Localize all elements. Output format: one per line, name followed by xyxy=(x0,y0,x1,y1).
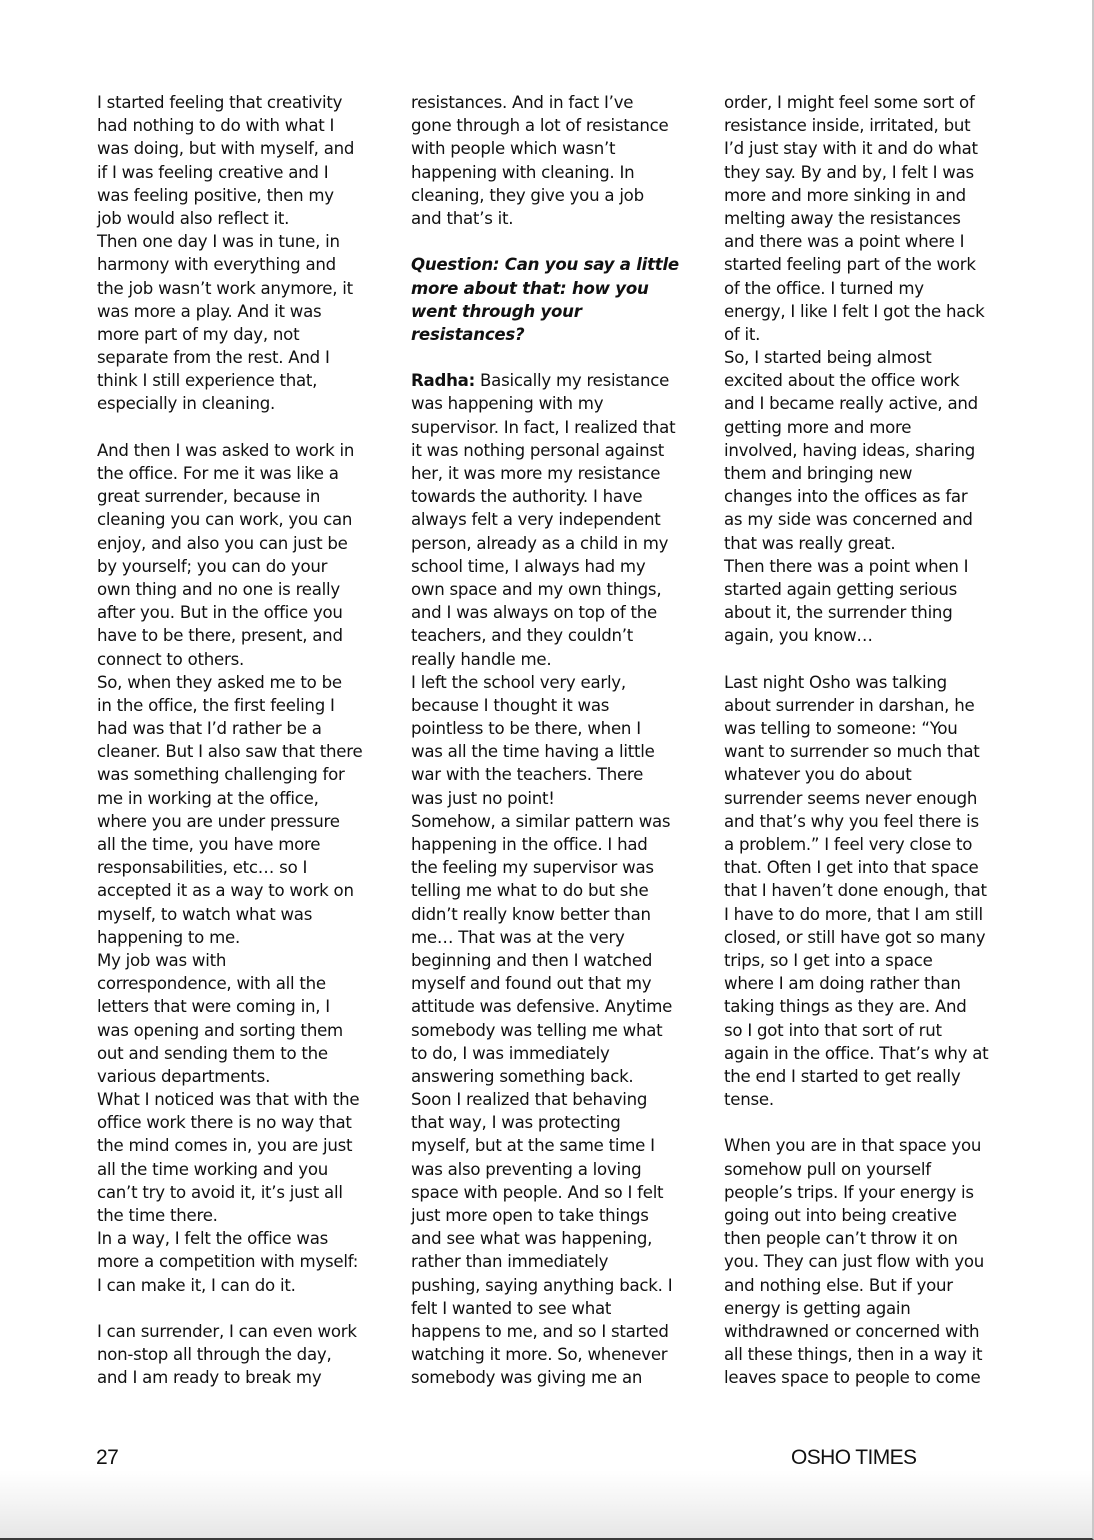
text-line: have to be there, present, and xyxy=(97,626,343,646)
text-line: about it, the surrender thing xyxy=(724,603,953,623)
text-line: order, I might feel some sort of xyxy=(724,93,975,112)
text-line: trips, so I get into a space xyxy=(724,950,933,970)
text-column-1 xyxy=(97,91,362,1390)
text-line: In a way, I felt the office was xyxy=(97,1229,329,1249)
text-line: When you are in that space you xyxy=(724,1136,982,1156)
text-line: started again getting serious xyxy=(724,579,957,599)
text-line: Somehow, a similar pattern was xyxy=(411,811,671,831)
text-line: of it. xyxy=(724,324,761,344)
text-line: in the office, the first feeling I xyxy=(97,695,335,715)
text-line: excited about the office work xyxy=(724,371,960,391)
text-line: after you. But in the office you xyxy=(97,603,343,623)
text-line: they say. By and by, I felt I was xyxy=(724,162,974,182)
text-line: And then I was asked to work in xyxy=(97,440,355,460)
text-line: me in working at the office, xyxy=(97,788,319,808)
text-line: somebody was giving me an xyxy=(411,1368,643,1388)
text-line: the feeling my supervisor was xyxy=(411,858,654,878)
text-line: harmony with everything and xyxy=(97,255,336,275)
text-line: you. They can just flow with you xyxy=(724,1252,985,1272)
text-line: office work there is no way that xyxy=(97,1113,352,1133)
text-line: and that’s why you feel there is xyxy=(724,811,979,831)
text-line: myself, but at the same time I xyxy=(411,1136,655,1156)
text-line: great surrender, because in xyxy=(97,487,321,507)
paragraph-spacer xyxy=(97,416,362,439)
text-line: energy, I like I felt I got the hack xyxy=(724,301,985,321)
text-line: I left the school very early, xyxy=(411,672,626,692)
text-line: resistances. And in fact I’ve xyxy=(411,93,634,112)
publication-name: OSHO TIMES xyxy=(791,1446,917,1469)
text-line: was something challenging for xyxy=(97,765,345,785)
text-line: space with people. And so I felt xyxy=(411,1182,664,1202)
text-line: rather than immediately xyxy=(411,1252,609,1272)
text-line: correspondence, with all the xyxy=(97,974,326,994)
text-line: closed, or still have got so many xyxy=(724,927,986,947)
text-line: was also preventing a loving xyxy=(411,1159,642,1179)
interview-answer xyxy=(411,392,679,1389)
text-line: separate from the rest. And I xyxy=(97,348,330,368)
text-line: job would also reflect it. xyxy=(97,208,290,228)
text-line: want to surrender so much that xyxy=(724,742,980,762)
text-line: started feeling part of the work xyxy=(724,255,976,275)
text-line: was doing, but with myself, and xyxy=(97,139,355,159)
text-line: again, you know… xyxy=(724,626,873,646)
text-line: happening to me. xyxy=(97,927,240,947)
text-line: more a competition with myself: xyxy=(97,1252,359,1272)
text-line: getting more and more xyxy=(724,417,912,437)
text-line: various departments. xyxy=(97,1066,271,1086)
text-line: had was that I’d rather be a xyxy=(97,719,322,739)
text-line: So, I started being almost xyxy=(724,348,932,368)
text-line: I have to do more, that I am still xyxy=(724,904,983,924)
text-line: connect to others. xyxy=(97,649,244,669)
text-line: it was nothing personal against xyxy=(411,440,665,460)
text-line: leaves space to people to come xyxy=(724,1368,981,1388)
text-line: and I became really active, and xyxy=(724,394,978,414)
text-line: can’t try to avoid it, it’s just all xyxy=(97,1182,343,1202)
text-line: cleaner. But I also saw that there xyxy=(97,742,363,762)
text-line: if I was feeling creative and I xyxy=(97,162,329,182)
text-line: own space and my own things, xyxy=(411,579,662,599)
text-line: happening in the office. I had xyxy=(411,835,648,854)
interview-question xyxy=(411,253,679,346)
paragraph-group xyxy=(411,91,679,253)
text-line: and see what was happening, xyxy=(411,1229,653,1249)
speaker-name: Radha: xyxy=(411,371,475,391)
text-line: that way, I was protecting xyxy=(411,1113,621,1133)
text-line: with people which wasn’t xyxy=(411,139,616,159)
text-line: telling me what to do but she xyxy=(411,881,649,901)
text-line: just more open to take things xyxy=(411,1206,649,1225)
text-line: Soon I realized that behaving xyxy=(411,1090,648,1110)
text-line: Then one day I was in tune, in xyxy=(97,232,340,252)
text-line: was happening with my xyxy=(411,394,604,414)
text-line: tense. xyxy=(724,1090,774,1110)
text-line: the end I started to get really xyxy=(724,1066,961,1086)
text-line: I can make it, I can do it. xyxy=(97,1275,296,1295)
text-line: her, it was more my resistance xyxy=(411,464,661,483)
paragraph-spacer xyxy=(724,1111,988,1134)
text-line: by yourself; you can do your xyxy=(97,556,328,576)
text-line: was just no point! xyxy=(411,788,555,808)
text-line: pointless to be there, when I xyxy=(411,719,641,739)
paragraph-spacer xyxy=(411,346,679,369)
text-line: I started feeling that creativity xyxy=(97,93,343,112)
text-line: My job was with xyxy=(97,950,227,970)
text-line: again in the office. That’s why at xyxy=(724,1043,989,1063)
text-line: all these things, then in a way it xyxy=(724,1345,983,1365)
text-line: a problem.” I feel very close to xyxy=(724,835,973,854)
text-line: whatever you do about xyxy=(724,765,912,785)
text-line: went through your xyxy=(411,301,582,321)
text-line: enjoy, and also you can just be xyxy=(97,533,348,553)
text-line: really handle me. xyxy=(411,649,552,669)
text-line: the mind comes in, you are just xyxy=(97,1136,353,1156)
text-line: myself, to watch what was xyxy=(97,904,313,924)
text-line: So, when they asked me to be xyxy=(97,672,342,692)
text-line: pushing, saying anything back. I xyxy=(411,1275,673,1295)
text-line: resistances? xyxy=(411,324,525,344)
paragraph-spacer xyxy=(97,1297,362,1320)
text-line: and there was a point where I xyxy=(724,232,965,252)
text-line: I’d just stay with it and do what xyxy=(724,139,978,159)
text-line: that was really great. xyxy=(724,533,896,553)
page-number: 27 xyxy=(96,1446,119,1469)
text-line: watching it more. So, whenever xyxy=(411,1345,668,1365)
text-line: melting away the resistances xyxy=(724,208,961,228)
text-line: supervisor. In fact, I realized that xyxy=(411,417,676,437)
text-line: Last night Osho was talking xyxy=(724,672,947,692)
answer-text: Basically my resistance xyxy=(475,371,670,391)
text-line: own thing and no one is really xyxy=(97,579,340,599)
text-line: school time, I always had my xyxy=(411,556,646,576)
text-line: withdrawned or concerned with xyxy=(724,1321,980,1341)
text-line: responsabilities, etc… so I xyxy=(97,858,308,878)
text-line: beginning and then I watched xyxy=(411,950,653,970)
text-line: more part of my day, not xyxy=(97,324,300,344)
text-line: teachers, and they couldn’t xyxy=(411,626,634,646)
text-line: Then there was a point when I xyxy=(724,556,969,576)
text-line: think I still experience that, xyxy=(97,371,318,391)
text-line: and that’s it. xyxy=(411,208,514,228)
text-line: them and bringing new xyxy=(724,464,913,483)
text-line: Question: Can you say a little xyxy=(411,255,679,275)
text-line: cleaning, they give you a job xyxy=(411,185,644,205)
text-line: had nothing to do with what I xyxy=(97,116,335,136)
text-line: and nothing else. But if your xyxy=(724,1275,953,1295)
text-line: cleaning you can work, you can xyxy=(97,510,353,530)
text-line: of the office. I turned my xyxy=(724,278,924,298)
text-line: going out into being creative xyxy=(724,1206,957,1225)
text-line: non-stop all through the day, xyxy=(97,1345,332,1365)
text-line: myself and found out that my xyxy=(411,974,652,994)
text-line: was all the time having a little xyxy=(411,742,655,762)
text-line: me… That was at the very xyxy=(411,927,625,947)
text-line: was telling to someone: “You xyxy=(724,719,958,739)
text-line: answering something back. xyxy=(411,1066,634,1086)
text-line: the time there. xyxy=(97,1206,218,1225)
text-line: always felt a very independent xyxy=(411,510,661,530)
text-line: more about that: how you xyxy=(411,278,649,298)
text-line: that. Often I get into that space xyxy=(724,858,979,878)
text-line: and I was always on top of the xyxy=(411,603,657,623)
text-line: out and sending them to the xyxy=(97,1043,328,1063)
text-line: then people can’t throw it on xyxy=(724,1229,958,1249)
text-column-2 xyxy=(411,91,679,1390)
text-line: didn’t really know better than xyxy=(411,904,651,924)
text-line: because I thought it was xyxy=(411,695,610,715)
text-line: that I haven’t done enough, that xyxy=(724,881,987,901)
text-line: more and more sinking in and xyxy=(724,185,966,205)
text-line: was opening and sorting them xyxy=(97,1020,343,1040)
text-line: letters that were coming in, I xyxy=(97,997,330,1017)
text-line: accepted it as a way to work on xyxy=(97,881,354,901)
text-line: changes into the offices as far xyxy=(724,487,968,507)
text-line: war with the teachers. There xyxy=(411,765,644,785)
text-column-3 xyxy=(724,91,988,1390)
text-line: involved, having ideas, sharing xyxy=(724,440,976,460)
text-line: to do, I was immediately xyxy=(411,1043,610,1063)
text-line: people’s trips. If your energy is xyxy=(724,1182,974,1202)
text-line: person, already as a child in my xyxy=(411,533,669,553)
text-line: towards the authority. I have xyxy=(411,487,643,507)
text-line: as my side was concerned and xyxy=(724,510,973,530)
text-line: and I am ready to break my xyxy=(97,1368,322,1388)
text-line: was feeling positive, then my xyxy=(97,185,334,205)
text-line: attitude was defensive. Anytime xyxy=(411,997,673,1017)
text-line: surrender seems never enough xyxy=(724,788,978,808)
text-line: the office. For me it was like a xyxy=(97,464,339,483)
text-line: gone through a lot of resistance xyxy=(411,116,669,136)
text-line: especially in cleaning. xyxy=(97,394,276,414)
text-line: where I am doing rather than xyxy=(724,974,961,994)
text-line: felt I wanted to see what xyxy=(411,1298,612,1318)
text-line: happening with cleaning. In xyxy=(411,162,635,182)
answer-first-line xyxy=(411,369,679,392)
text-line: somebody was telling me what xyxy=(411,1020,663,1040)
text-line: happens to me, and so I started xyxy=(411,1321,669,1341)
text-line: resistance inside, irritated, but xyxy=(724,116,971,136)
text-line: the job wasn’t work anymore, it xyxy=(97,278,353,298)
text-line: all the time working and you xyxy=(97,1159,329,1179)
text-line: I can surrender, I can even work xyxy=(97,1321,357,1341)
text-line: energy is getting again xyxy=(724,1298,911,1318)
text-line: was more a play. And it was xyxy=(97,301,322,321)
paragraph-spacer xyxy=(411,230,679,253)
text-line: What I noticed was that with the xyxy=(97,1090,360,1110)
text-line: taking things as they are. And xyxy=(724,997,967,1017)
paragraph-spacer xyxy=(724,648,988,671)
text-line: somehow pull on yourself xyxy=(724,1159,931,1179)
text-line: all the time, you have more xyxy=(97,835,321,854)
text-line: where you are under pressure xyxy=(97,811,340,831)
text-line: about surrender in darshan, he xyxy=(724,695,975,715)
text-line: so I got into that sort of rut xyxy=(724,1020,942,1040)
